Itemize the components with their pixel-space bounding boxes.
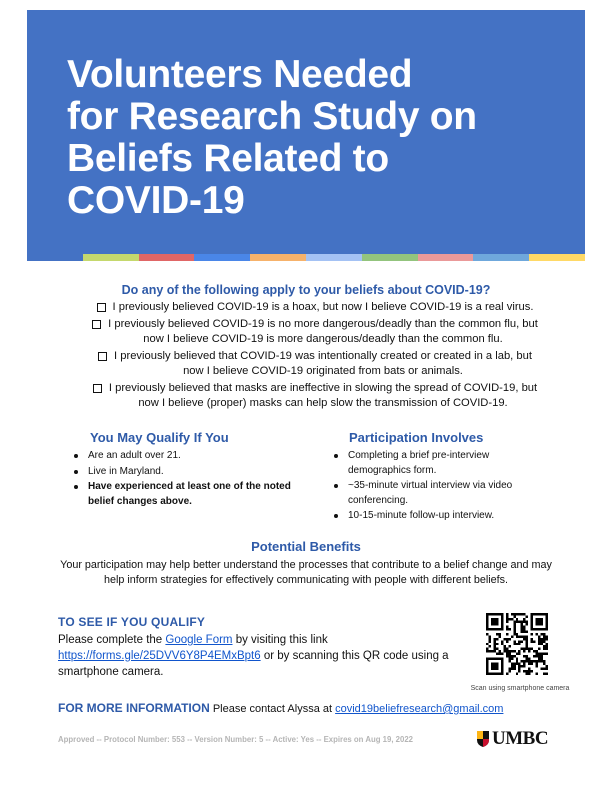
qr-module <box>513 620 515 622</box>
qr-module <box>511 665 513 667</box>
qr-module <box>546 653 548 655</box>
see-if-qualify-text <box>58 632 478 680</box>
qr-module <box>511 668 513 670</box>
qr-module <box>486 648 488 650</box>
qr-module <box>526 670 528 672</box>
qr-module <box>511 655 513 657</box>
list-item: Completing a brief pre-interview demographics form. <box>330 449 535 478</box>
qr-module <box>513 650 515 652</box>
qr-module <box>536 655 538 657</box>
qr-module <box>511 635 513 637</box>
qr-module <box>543 645 545 647</box>
qr-module <box>538 643 540 645</box>
qr-module <box>513 668 515 670</box>
qr-module <box>528 668 530 670</box>
qr-module <box>486 650 488 652</box>
qr-module <box>546 643 548 645</box>
qr-module <box>516 635 518 637</box>
checklist-line: I previously believed COVID-19 is a hoax, but now I believe COVID-19 is a real virus. <box>112 301 534 313</box>
qr-module <box>526 638 528 640</box>
qr-module <box>501 643 503 645</box>
qr-module <box>498 653 500 655</box>
qr-module <box>496 643 498 645</box>
checkbox-icon <box>97 303 106 312</box>
qr-module <box>536 660 538 662</box>
qr-module <box>506 620 508 622</box>
qr-module <box>513 623 515 625</box>
qr-module <box>521 660 523 662</box>
qr-module <box>516 673 518 675</box>
qr-module <box>508 668 510 670</box>
form-url-link[interactable]: https://forms.gle/25DVV6Y8P4EMxBpt6 <box>58 650 261 662</box>
qr-module <box>518 663 520 665</box>
stripe-segment <box>362 254 418 261</box>
qualify-heading: You May Qualify If You <box>90 430 229 445</box>
qr-module <box>518 668 520 670</box>
qr-module <box>543 633 545 635</box>
qr-module <box>526 648 528 650</box>
qr-module <box>531 660 533 662</box>
qr-module <box>508 660 510 662</box>
contact-email-link[interactable]: covid19beliefresearch@gmail.com <box>335 703 504 715</box>
qr-module <box>526 630 528 632</box>
qr-module <box>538 635 540 637</box>
qr-module <box>513 625 515 627</box>
qr-module <box>546 668 548 670</box>
qualify-text-part: by visiting this link <box>232 634 328 646</box>
qr-module <box>523 628 525 630</box>
qr-module <box>521 640 523 642</box>
qr-module <box>493 648 495 650</box>
qr-module <box>533 660 535 662</box>
google-form-link[interactable]: Google Form <box>165 634 233 646</box>
qualify-text-part: or by scanning this QR code using a smartphone camera. <box>58 650 449 678</box>
qr-module <box>528 663 530 665</box>
qr-module <box>488 650 490 652</box>
qr-module <box>528 670 530 672</box>
qr-module <box>528 650 530 652</box>
qr-module <box>488 638 490 640</box>
qr-module <box>546 665 548 667</box>
qr-module <box>508 628 510 630</box>
qr-module <box>526 640 528 642</box>
qr-module <box>508 618 510 620</box>
qr-module <box>493 650 495 652</box>
qr-module <box>496 648 498 650</box>
qr-module <box>536 618 543 625</box>
qr-module <box>496 638 498 640</box>
qr-module <box>543 663 545 665</box>
stripe-segment <box>250 254 306 261</box>
qr-module <box>518 635 520 637</box>
checklist-line: I previously believed COVID-19 is no more dangerous/deadly than the common flu, but <box>108 318 538 330</box>
qr-module <box>516 633 518 635</box>
qr-module <box>506 673 508 675</box>
qr-module <box>491 650 493 652</box>
qr-module <box>488 645 490 647</box>
qr-module <box>536 650 538 652</box>
qr-module <box>506 613 508 615</box>
qr-module <box>531 638 533 640</box>
qr-module <box>518 640 520 642</box>
qr-module <box>538 658 540 660</box>
list-item: ~35-minute virtual interview via video conferencing. <box>330 479 535 508</box>
participation-heading: Participation Involves <box>349 430 484 445</box>
qr-module <box>493 638 495 640</box>
qr-module <box>508 638 510 640</box>
qr-module <box>518 665 520 667</box>
qr-module <box>501 653 503 655</box>
checklist-item <box>60 349 570 379</box>
qr-module <box>538 640 540 642</box>
qr-module <box>533 655 535 657</box>
qr-module <box>518 620 520 622</box>
page-title <box>67 54 567 222</box>
checklist-line: now I believe COVID-19 is more dangerous/deadly than the common flu. <box>143 333 503 345</box>
qr-module <box>513 655 515 657</box>
qr-module <box>531 640 533 642</box>
more-info-text: Please contact Alyssa at <box>209 703 336 715</box>
qr-module <box>506 615 508 617</box>
qr-module <box>521 620 523 622</box>
qr-module <box>543 653 545 655</box>
qr-module <box>506 640 508 642</box>
qr-module <box>513 643 515 645</box>
qr-module <box>506 625 508 627</box>
qr-module <box>546 635 548 637</box>
qr-module <box>493 645 495 647</box>
qr-module <box>521 648 523 650</box>
qr-module <box>526 645 528 647</box>
qr-module <box>516 653 518 655</box>
qr-module <box>523 630 525 632</box>
qr-module <box>518 650 520 652</box>
qr-module <box>541 655 543 657</box>
qr-module <box>506 628 508 630</box>
qr-module <box>521 613 523 615</box>
qr-module <box>521 635 523 637</box>
qr-module <box>533 650 535 652</box>
qr-module <box>516 643 518 645</box>
qr-module <box>543 635 545 637</box>
question-heading: Do any of the following apply to your beliefs about COVID-19? <box>121 283 491 297</box>
qr-module <box>543 660 545 662</box>
qr-module <box>508 670 510 672</box>
qr-module <box>486 643 488 645</box>
qr-module <box>538 638 540 640</box>
qr-module <box>516 613 518 615</box>
qr-module <box>538 655 540 657</box>
qr-module <box>541 643 543 645</box>
title-line: Beliefs Related to <box>67 137 389 180</box>
qr-module <box>518 643 520 645</box>
qr-module <box>523 663 525 665</box>
qr-module <box>523 638 525 640</box>
benefits-text: Your participation may help better understand the processes that contribute to a belief change and may help inform strategies for effectively communicating with people with different beliefs. <box>60 559 552 586</box>
qr-module <box>513 640 515 642</box>
qr-module <box>546 645 548 647</box>
qr-module <box>513 630 515 632</box>
qr-module <box>526 660 528 662</box>
approval-footer: Approved -- Protocol Number: 553 -- Version Number: 5 -- Active: Yes -- Expires on Aug 19, 2022 <box>58 735 413 744</box>
list-item: Live in Maryland. <box>70 465 295 480</box>
stripe-segment <box>139 254 195 261</box>
qr-module <box>493 643 495 645</box>
qr-module <box>518 653 520 655</box>
stripe-segment <box>473 254 529 261</box>
qr-module <box>516 620 518 622</box>
qr-module <box>536 663 538 665</box>
qr-module <box>523 635 525 637</box>
checklist-text <box>109 381 537 411</box>
qr-module <box>543 640 545 642</box>
color-stripe <box>27 254 585 261</box>
qr-module <box>503 645 505 647</box>
qr-module <box>513 615 515 617</box>
qr-module <box>526 655 528 657</box>
qr-module <box>506 648 508 650</box>
qr-module <box>513 613 515 615</box>
qr-module <box>523 670 525 672</box>
qr-module <box>506 653 508 655</box>
umbc-logo <box>477 728 548 750</box>
qr-module <box>541 640 543 642</box>
see-if-qualify-heading: TO SEE IF YOU QUALIFY <box>58 615 206 629</box>
qr-module <box>523 625 525 627</box>
qr-module <box>513 628 515 630</box>
checklist-text <box>113 300 534 315</box>
belief-checklist <box>60 300 570 413</box>
qr-module <box>511 663 513 665</box>
qr-module <box>506 650 508 652</box>
qr-module <box>523 648 525 650</box>
checklist-text <box>114 349 532 379</box>
stripe-segment <box>306 254 362 261</box>
qr-module <box>503 638 505 640</box>
qr-module <box>541 660 543 662</box>
qr-module <box>531 670 533 672</box>
qr-module <box>541 638 543 640</box>
qr-module <box>498 635 500 637</box>
qr-module <box>523 665 525 667</box>
qr-module <box>541 653 543 655</box>
title-line: Volunteers Needed <box>67 53 413 96</box>
qr-module <box>523 660 525 662</box>
checklist-item <box>60 317 570 347</box>
qr-module <box>526 615 528 617</box>
qr-module <box>493 640 495 642</box>
qr-module <box>538 653 540 655</box>
qr-module <box>501 640 503 642</box>
qualify-text-part: Please complete the <box>58 634 166 646</box>
qr-module <box>541 658 543 660</box>
qr-module <box>511 613 513 615</box>
qr-module <box>508 650 510 652</box>
qr-module <box>506 633 508 635</box>
checkbox-icon <box>92 320 101 329</box>
qr-module <box>513 633 515 635</box>
qr-module <box>526 623 528 625</box>
logo-text: UMBC <box>492 728 549 749</box>
qr-module <box>508 653 510 655</box>
qr-module <box>513 665 515 667</box>
qr-module <box>523 620 525 622</box>
qr-module <box>511 618 513 620</box>
qr-module <box>521 630 523 632</box>
qr-module <box>528 660 530 662</box>
checklist-item <box>60 300 570 315</box>
qr-module <box>498 650 500 652</box>
qr-module <box>521 665 523 667</box>
shield-icon <box>477 731 489 747</box>
qr-module <box>536 653 538 655</box>
qr-module <box>496 653 498 655</box>
qr-module <box>523 618 525 620</box>
qr-module <box>503 650 505 652</box>
title-banner <box>27 10 585 254</box>
benefits-heading: Potential Benefits <box>251 539 361 554</box>
qr-module <box>516 618 518 620</box>
more-info <box>58 701 503 715</box>
qr-module <box>521 623 523 625</box>
qr-module <box>521 628 523 630</box>
title-line: for Research Study on <box>67 95 477 138</box>
qr-module <box>506 638 508 640</box>
qr-module <box>526 643 528 645</box>
qr-module <box>508 658 510 660</box>
qr-module <box>546 638 548 640</box>
qr-module <box>498 633 500 635</box>
qr-module <box>543 673 545 675</box>
qr-module <box>486 633 488 635</box>
qr-module <box>506 655 508 657</box>
qr-module <box>533 640 535 642</box>
qr-module <box>511 650 513 652</box>
qr-module <box>523 613 525 615</box>
qr-module <box>536 665 538 667</box>
qr-module <box>526 658 528 660</box>
qr-module <box>528 648 530 650</box>
checkbox-icon <box>98 352 107 361</box>
qr-module <box>518 670 520 672</box>
qr-module <box>491 663 498 670</box>
qr-module <box>508 645 510 647</box>
qr-module <box>523 655 525 657</box>
qr-module <box>546 673 548 675</box>
stripe-segment <box>27 254 83 261</box>
stripe-segment <box>529 254 585 261</box>
checklist-line: now I believe (proper) masks can help slow the transmission of COVID-19. <box>138 397 508 409</box>
qr-module <box>528 658 530 660</box>
stripe-segment <box>418 254 474 261</box>
qr-module <box>488 640 490 642</box>
qr-module <box>536 673 538 675</box>
qr-caption: Scan using smartphone camera <box>470 685 570 692</box>
qr-module <box>491 618 498 625</box>
qr-module <box>528 673 530 675</box>
qr-code[interactable] <box>486 613 548 675</box>
more-info-heading: FOR MORE INFORMATION <box>58 701 210 715</box>
checklist-line: I previously believed that COVID-19 was intentionally created or created in a lab, but <box>114 350 532 362</box>
qr-module <box>508 655 510 657</box>
qr-module <box>526 673 528 675</box>
qr-module <box>543 668 545 670</box>
participation-list <box>330 449 535 525</box>
title-line: COVID-19 <box>67 179 245 222</box>
qr-module <box>518 613 520 615</box>
qr-module <box>516 658 518 660</box>
qr-module <box>538 660 540 662</box>
list-item: Are an adult over 21. <box>70 449 295 464</box>
qualify-list <box>70 449 295 510</box>
stripe-segment <box>83 254 139 261</box>
qr-module <box>531 663 533 665</box>
qr-module <box>541 633 543 635</box>
qr-module <box>526 635 528 637</box>
qr-module <box>546 648 548 650</box>
qr-module <box>543 648 545 650</box>
checklist-line: now I believe COVID-19 originated from bats or animals. <box>183 365 463 377</box>
checklist-item <box>60 381 570 411</box>
qr-module <box>536 633 538 635</box>
stripe-segment <box>194 254 250 261</box>
qr-module <box>521 625 523 627</box>
list-item: 10-15-minute follow-up interview. <box>330 509 535 524</box>
qr-module <box>538 648 540 650</box>
qr-module <box>541 668 543 670</box>
qr-module <box>543 638 545 640</box>
list-item: Have experienced at least one of the noted belief changes above. <box>70 480 295 509</box>
checklist-text <box>108 317 538 347</box>
checklist-line: I previously believed that masks are ineffective in slowing the spread of COVID-19, but <box>108 382 538 394</box>
qr-module <box>506 618 508 620</box>
checkbox-icon <box>93 384 102 393</box>
qr-module <box>523 650 525 652</box>
qr-module <box>513 663 515 665</box>
qr-module <box>511 658 513 660</box>
qr-module <box>516 660 518 662</box>
qr-module <box>531 633 533 635</box>
qr-module <box>516 663 518 665</box>
qr-module <box>531 648 533 650</box>
qr-module <box>503 648 505 650</box>
qr-module <box>526 620 528 622</box>
qr-module <box>496 633 498 635</box>
qr-module <box>488 635 490 637</box>
